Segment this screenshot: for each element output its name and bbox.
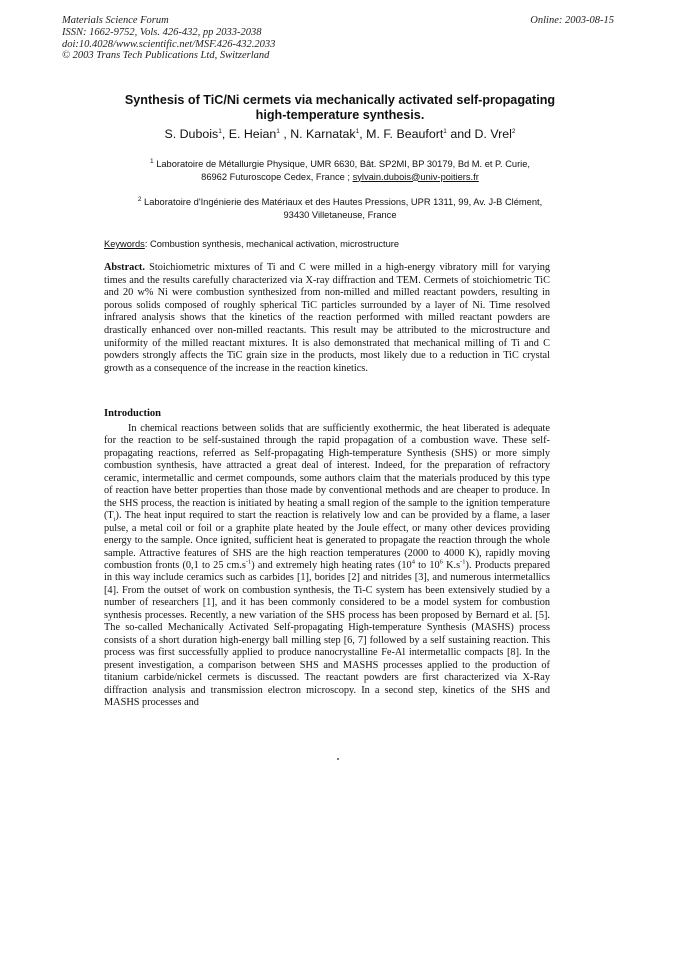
abstract (104, 262, 550, 375)
journal-name: Materials Science Forum (62, 15, 169, 26)
affiliation-marker: 2 (511, 127, 516, 135)
keywords-text: : Combustion synthesis, mechanical activation, microstructure (144, 239, 400, 249)
keywords-label: Keywords (104, 239, 145, 249)
author-name: E. Heian (228, 127, 277, 141)
issn-line: ISSN: 1662-9752, Vols. 426-432, pp 2033-2038 (62, 26, 262, 38)
affiliation-1: $^1$ Laboratoire de Métallurgie Physique, UMR 6630, Bât. SP2MI, BP 30179, Bd M. et P. Curie, 86962 Futuroscope Cedex, France ; sylvain.dubois@univ-poitiers.fr (149, 157, 531, 182)
copyright-line: © 2003 Trans Tech Publications Ltd, Switzerland (62, 50, 270, 62)
keywords (104, 238, 399, 250)
author-name: D. Vrel (474, 127, 512, 141)
affiliation-marker: 1 (218, 127, 222, 135)
section-heading: Introduction (104, 408, 161, 419)
stray-dot (337, 758, 339, 760)
author-name: M. F. Beaufort (366, 127, 444, 141)
affiliation-marker: 1 (443, 127, 447, 135)
doi-line: doi:10.4028/www.scientific.net/MSF.426-432.2033 (62, 38, 276, 50)
online-date: Online: 2003-08-15 (530, 15, 614, 26)
abstract-text: Stoichiometric mixtures of Ti and C were milled in a high-energy vibratory mill for varying times and the results carefully characterized via X-ray diffraction and TEM. Cermets of stoichiometric TiC and 20 w% Ni were combustion synthesized from non-milled and milled reactant powders, resulting in porous solids composed of roughly spherical TiC particles surrounded by a layer of Ni. Time resolved infrared analysis shows that the kinetics of the reaction performed with milled reactant powders are drastically enhanced over non-milled reactants. This result may be attributed to the microstructure and uniformity of the milled reactant mixtures. It is also demonstrated that mechanical milling of Ti and C powders strongly affects the TiC grain size in the products, most likely due to a reduction in TiC crystal growth as a consequence of the increase in the reaction kinetics. (104, 262, 550, 374)
affiliation-marker: 1 (355, 127, 360, 135)
affiliation-2: $^2$ Laboratoire d'Ingénierie des Matériaux et des Hautes Pressions, UPR 1311, 99, Av. J-B Clément, 93430 Villetaneuse, France (137, 195, 543, 220)
abstract-label: Abstract. (104, 262, 145, 273)
introduction-paragraph: In chemical reactions between solids that are sufficiently exothermic, the heat liberated is adequate for the reaction to be self-sustained through the rapid propagation of a combustion wave. These self-propagating reactions, referred as Self-propagating High-temperature Synthesis (SHS) or more simply combustion synthesis, have attracted a great deal of interest. Indeed, for the preparation of refractory ceramic, intermetallic and cermet compounds, some authors claim that the materials produced by this type of reaction have better properties than those made by conventional methods and are cheaper to produce. In the SHS process, the reaction is initiated by heating a small region of the sample to the ignition temperature $(T_i)$. The heat input required to start the reaction is relatively low and can be provided by a flame, a laser pulse, a metal coil or foil or a graphite plate heated by the Joule effect, or many other devices providing energy to the sample. Once ignited, sufficient heat is generated to propagate the reaction through the whole sample. Attractive features of SHS are the high reaction temperatures (2000 to 4000 K), rapidly moving combustion fronts (0,1 to 25 $cm.s^{-1}$) and extremely high heating rates ($10^4$ to $10^6$ $K.s^{-1}$). Products prepared in this way include ceramics such as carbides [1], borides [2] and nitrides [3], and numerous intermetallics [4]. From the outset of work on combustion synthesis, the Ti-C system has been extensively studied by a number of researchers [1], and it has been commonly considered to be a model system for combustion synthesis processes. Recently, a new variation of the SHS process has been proposed by Bernard et al. [5]. The so-called Mechanically Activated Self-propagating High-temperature Synthesis (MASHS) process consists of a short duration high-energy ball milling step [6, 7] followed by a self sustaining reaction. This process was first successfully applied to produce nanocrystalline Fe-Al intermetallic compacts [8]. In the present investigation, a comparison between SHS and MASHS processes applied to the production of titanium carbide/nickel cermets is discussed. The reactant powders are first characterized via X-Ray diffraction analysis and transmission electron microscopy. In a second step, kinetics of the SHS and MASHS processes and (104, 423, 550, 708)
paper-title (90, 93, 590, 123)
title-line-2: high-temperature synthesis. (255, 108, 425, 122)
author-name: N. Karnatak (290, 127, 356, 141)
title-line-1: Synthesis of TiC/Ni cermets via mechanically activated self-propagating (124, 93, 556, 107)
affiliation-marker: 1 (276, 127, 280, 135)
journal-header (62, 15, 275, 62)
author-list: S. Dubois$^1$, E. Heian$^1$ , N. Karnatak$^1$, M. F. Beaufort$^1$ and D. Vrel$^2$ (164, 127, 516, 141)
author-name: S. Dubois (164, 127, 219, 141)
email-link[interactable]: sylvain.dubois@univ-poitiers.fr (352, 171, 479, 182)
